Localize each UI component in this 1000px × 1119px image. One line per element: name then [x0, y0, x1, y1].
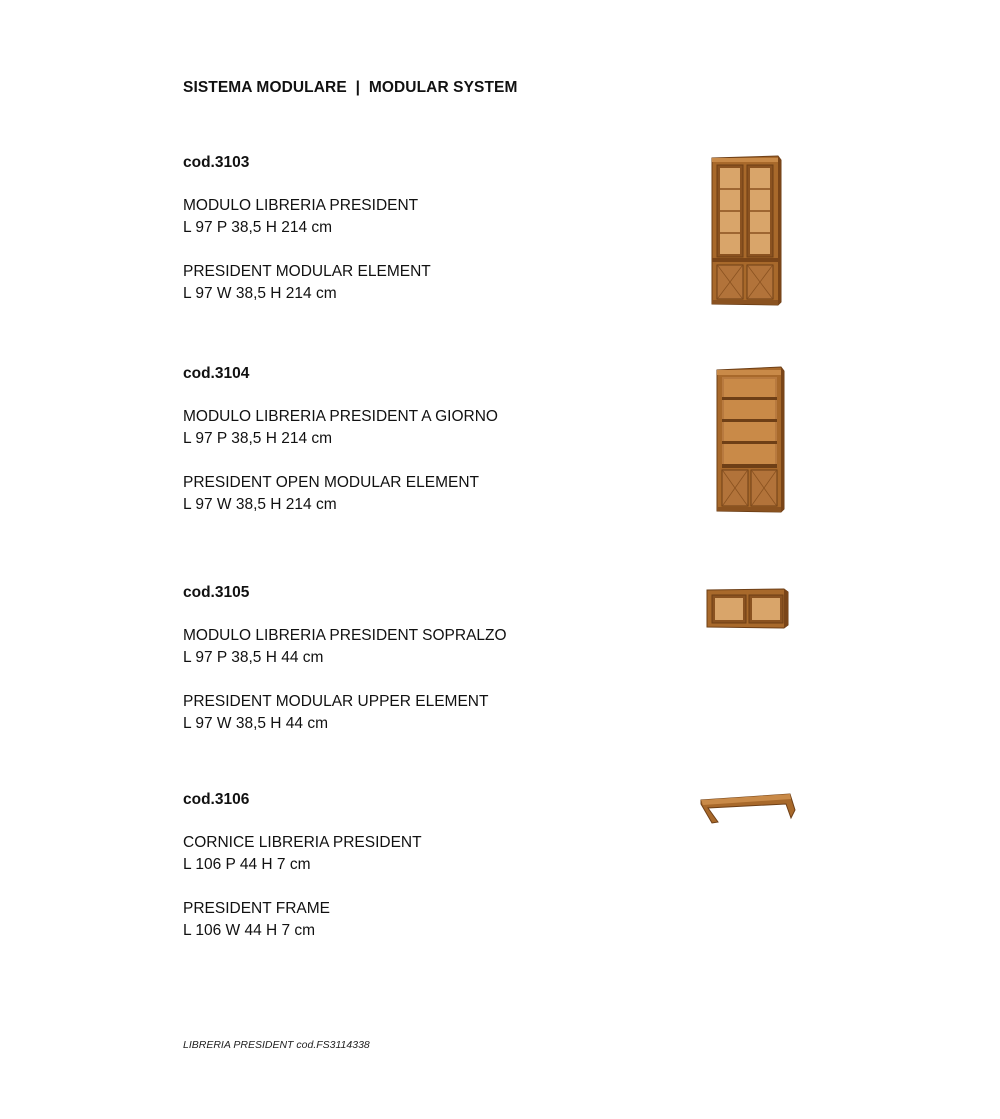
product-name-it: MODULO LIBRERIA PRESIDENT A GIORNO: [183, 408, 498, 425]
product-name-en: PRESIDENT OPEN MODULAR ELEMENT: [183, 474, 479, 491]
product-entry-3105: [183, 583, 603, 735]
product-name-it: MODULO LIBRERIA PRESIDENT SOPRALZO: [183, 627, 507, 644]
glass-door-bookcase-icon: [708, 155, 784, 307]
product-dimensions-en: L 97 W 38,5 H 214 cm: [183, 496, 337, 513]
product-entry-3106: [183, 790, 603, 942]
product-name-en: PRESIDENT MODULAR UPPER ELEMENT: [183, 693, 489, 710]
product-dimensions-it: L 97 P 38,5 H 214 cm: [183, 219, 333, 236]
cornice-frame-icon: [698, 790, 798, 826]
product-name-it: CORNICE LIBRERIA PRESIDENT: [183, 834, 422, 851]
product-code: cod.3103: [183, 154, 250, 171]
product-dimensions-it: L 97 P 38,5 H 214 cm: [183, 430, 333, 447]
product-dimensions-it: L 97 P 38,5 H 44 cm: [183, 649, 324, 666]
page-title: SISTEMA MODULARE | MODULAR SYSTEM: [183, 79, 518, 96]
product-dimensions-en: L 97 W 38,5 H 44 cm: [183, 715, 329, 732]
product-name-en: PRESIDENT FRAME: [183, 900, 330, 917]
product-code: cod.3106: [183, 791, 250, 808]
footer-reference: LIBRERIA PRESIDENT cod.FS3114338: [183, 1039, 370, 1051]
product-entry-3104: [183, 364, 603, 516]
product-entry-3103: [183, 153, 603, 305]
product-code: cod.3105: [183, 584, 250, 601]
product-dimensions-it: L 106 P 44 H 7 cm: [183, 856, 311, 873]
product-name-it: MODULO LIBRERIA PRESIDENT: [183, 197, 419, 214]
open-bookcase-icon: [713, 366, 787, 514]
product-code: cod.3104: [183, 365, 250, 382]
product-name-en: PRESIDENT MODULAR ELEMENT: [183, 263, 431, 280]
product-dimensions-en: L 106 W 44 H 7 cm: [183, 922, 316, 939]
product-dimensions-en: L 97 W 38,5 H 214 cm: [183, 285, 337, 302]
upper-cabinet-icon: [704, 587, 790, 631]
